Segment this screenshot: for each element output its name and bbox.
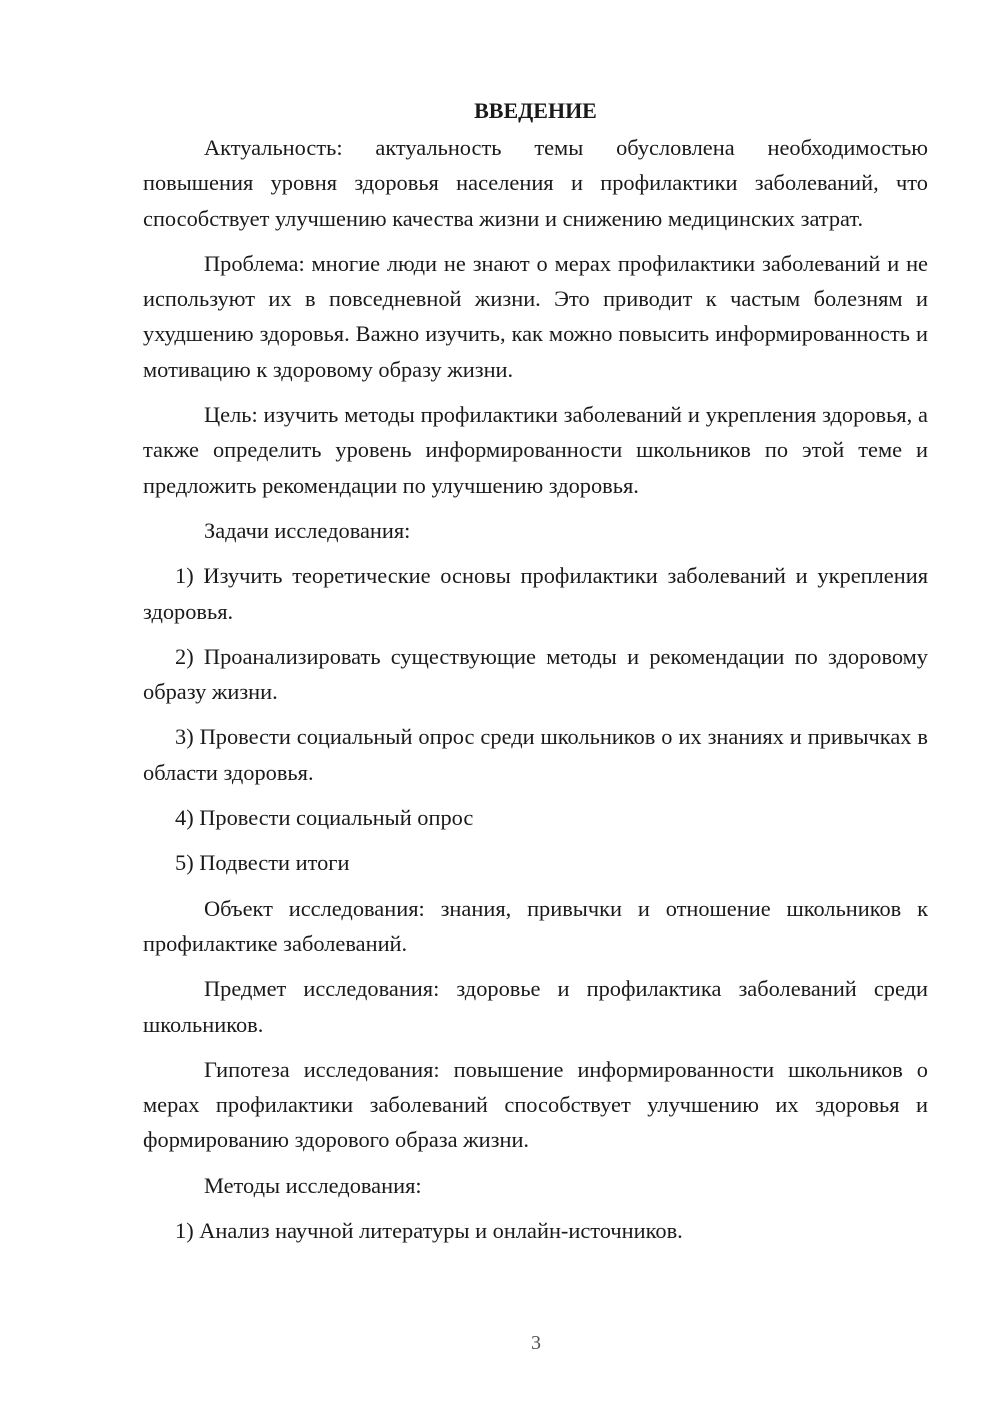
paragraph-object: Объект исследования: знания, привычки и отношение школьников к профилактике заболеваний. — [143, 895, 928, 956]
task-item-4: 4) Провести социальный опрос — [175, 805, 474, 831]
page-number: 3 — [531, 1332, 541, 1354]
task-item-2: 2) Проанализировать существующие методы и рекомендации по здоровому образу жизни. — [143, 643, 928, 705]
paragraph-hypothesis: Гипотеза исследования: повышение информированности школьников о мерах профилактики заболеваний способствует улучшению их здоровья и формированию здорового образа жизни. — [143, 1056, 928, 1153]
paragraph-problem: Проблема: многие люди не знают о мерах профилактики заболеваний и не используют их в повседневной жизни. Это приводит к частым болезням и ухудшению здоровья. Важно изучить, как можно повысить информированность и мотивацию к здоровому образу жизни. — [143, 250, 928, 382]
paragraph-subject: Предмет исследования: здоровье и профилактика заболеваний среди школьников. — [143, 976, 928, 1037]
paragraph-tasks-heading: Задачи исследования: — [204, 517, 411, 543]
task-item-1: 1) Изучить теоретические основы профилактики заболеваний и укрепления здоровья. — [143, 563, 928, 624]
paragraph-goal: Цель: изучить методы профилактики заболеваний и укрепления здоровья, а также определить уровень информированности школьников по этой теме и предложить рекомендации по улучшению здоровья. — [143, 402, 928, 498]
document-page — [143, 94, 928, 1258]
task-item-3: 3) Провести социальный опрос среди школьников о их знаниях и привычках в области здоровья. — [143, 724, 928, 785]
paragraph-methods-heading: Методы исследования: — [204, 1172, 422, 1198]
paragraph-relevance: Актуальность: актуальность темы обусловлена необходимостью повышения уровня здоровья населения и профилактики заболеваний, что способствует улучшению качества жизни и снижению медицинских затрат. — [143, 135, 928, 231]
method-item-1: 1) Анализ научной литературы и онлайн-источников. — [175, 1218, 683, 1244]
task-item-5: 5) Подвести итоги — [175, 850, 350, 876]
section-title: ВВЕДЕНИЕ — [474, 98, 597, 123]
